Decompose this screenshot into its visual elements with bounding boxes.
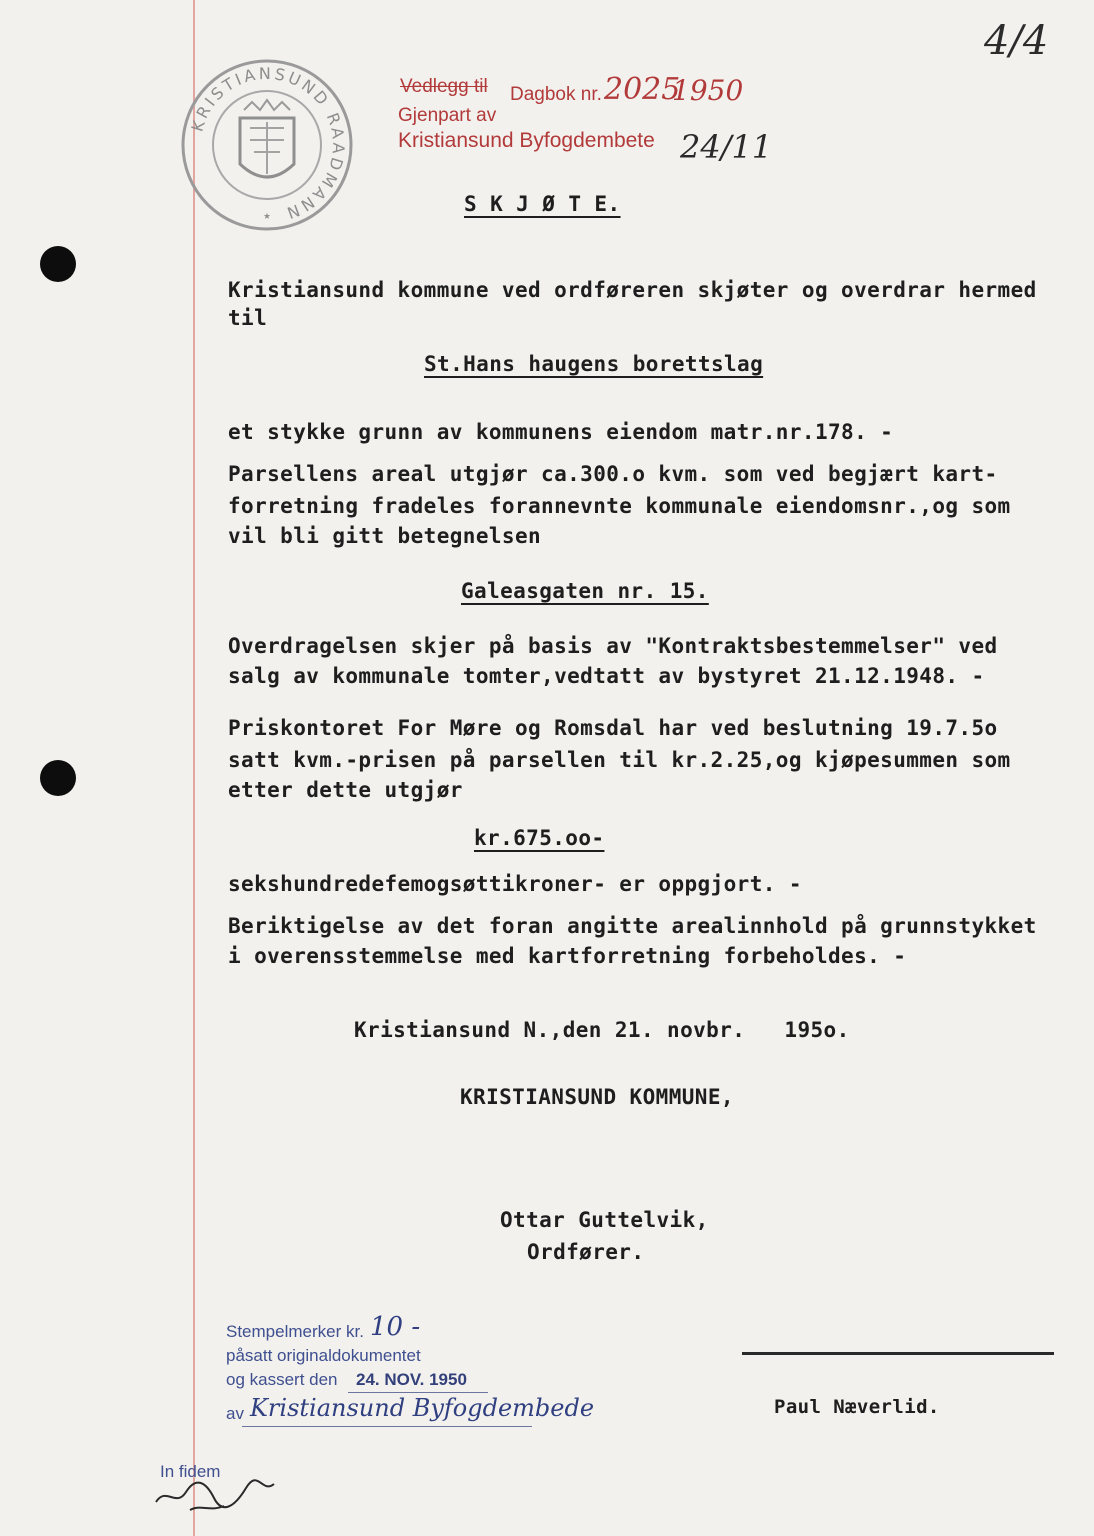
- punch-hole-bottom: [40, 760, 76, 796]
- paragraph-line: etter dette utgjør: [228, 778, 463, 802]
- in-fidem-signature: [150, 1468, 280, 1518]
- stamp-office-handwritten: Kristiansund Byfogdembede: [250, 1394, 595, 1422]
- stamp-date-handwritten: 24/11: [680, 128, 773, 166]
- witness-name: Paul Næverlid.: [774, 1396, 940, 1418]
- signature-line: [742, 1352, 1054, 1355]
- stamp-note-line: påsatt originaldokumentet: [226, 1346, 421, 1365]
- document-title: S K J Ø T E.: [464, 192, 621, 216]
- paragraph-line: salg av kommunale tomter,vedtatt av bystyret 21.12.1948. -: [228, 664, 985, 688]
- in-fidem-label: In fidem: [160, 1462, 221, 1481]
- paragraph-line: til: [228, 306, 268, 330]
- paragraph-line: Overdragelsen skjer på basis av "Kontraktsbestemmelser" ved: [228, 634, 998, 658]
- stamp-line1-struck: Vedlegg til: [400, 76, 488, 97]
- paragraph-line: Parsellens areal utgjør ca.300.o kvm. som ved begjært kart-: [228, 462, 998, 486]
- date-underline: [348, 1392, 488, 1393]
- office-underline: [242, 1426, 532, 1427]
- punch-hole-top: [40, 246, 76, 282]
- dagbok-year: 1950: [672, 74, 744, 107]
- property-address: Galeasgaten nr. 15.: [461, 579, 709, 603]
- paragraph-line: Priskontoret For Møre og Romsdal har ved beslutning 19.7.5o: [228, 716, 998, 740]
- stamp-gjenpart: Gjenpart av: [398, 105, 497, 126]
- paragraph-line: i overensstemmelse med kartforretning forbeholdes. -: [228, 944, 907, 968]
- stamp-duty-label: Stempelmerker kr.: [226, 1322, 364, 1341]
- seal-ring-text: KRISTIANSUND RAADMANN: [187, 63, 349, 224]
- signer-title: Ordfører.: [527, 1240, 645, 1264]
- paragraph-line: vil bli gitt betegnelsen: [228, 524, 542, 548]
- buyer-name: St.Hans haugens borettslag: [424, 352, 764, 376]
- signer-name: Ottar Guttelvik,: [500, 1208, 709, 1232]
- purchase-amount: kr.675.oo-: [474, 826, 605, 850]
- stamp-note-line: og kassert den: [226, 1370, 338, 1389]
- amount-in-words: sekshundredefemogsøttikroner- er oppgjort. -: [228, 872, 802, 896]
- stamp-office: Kristiansund Byfogdembete: [398, 129, 655, 152]
- paragraph-line: satt kvm.-prisen på parsellen til kr.2.25,og kjøpesummen som: [228, 748, 1011, 772]
- dagbok-number: 2025: [604, 72, 681, 107]
- municipality-name: KRISTIANSUND KOMMUNE,: [460, 1085, 734, 1109]
- paragraph-line: forretning fradeles forannevnte kommunale eiendomsnr.,og som: [228, 494, 1011, 518]
- stamp-duty-value: 10 -: [370, 1312, 421, 1342]
- seal-star: ★: [263, 208, 271, 222]
- page-number: 4/4: [984, 18, 1049, 64]
- raadmann-seal: [178, 56, 356, 234]
- stamp-dagbok-label: Dagbok nr.: [510, 84, 602, 105]
- stamp-note-prefix: av: [226, 1404, 244, 1423]
- place-and-date: Kristiansund N.,den 21. novbr. 195o.: [354, 1018, 850, 1042]
- stamp-cancel-date: 24. NOV. 1950: [356, 1370, 467, 1389]
- paragraph-line: Beriktigelse av det foran angitte arealinnhold på grunnstykket: [228, 914, 1037, 938]
- paragraph-line: et stykke grunn av kommunens eiendom matr.nr.178. -: [228, 420, 894, 444]
- paragraph-line: Kristiansund kommune ved ordføreren skjøter og overdrar hermed: [228, 278, 1037, 302]
